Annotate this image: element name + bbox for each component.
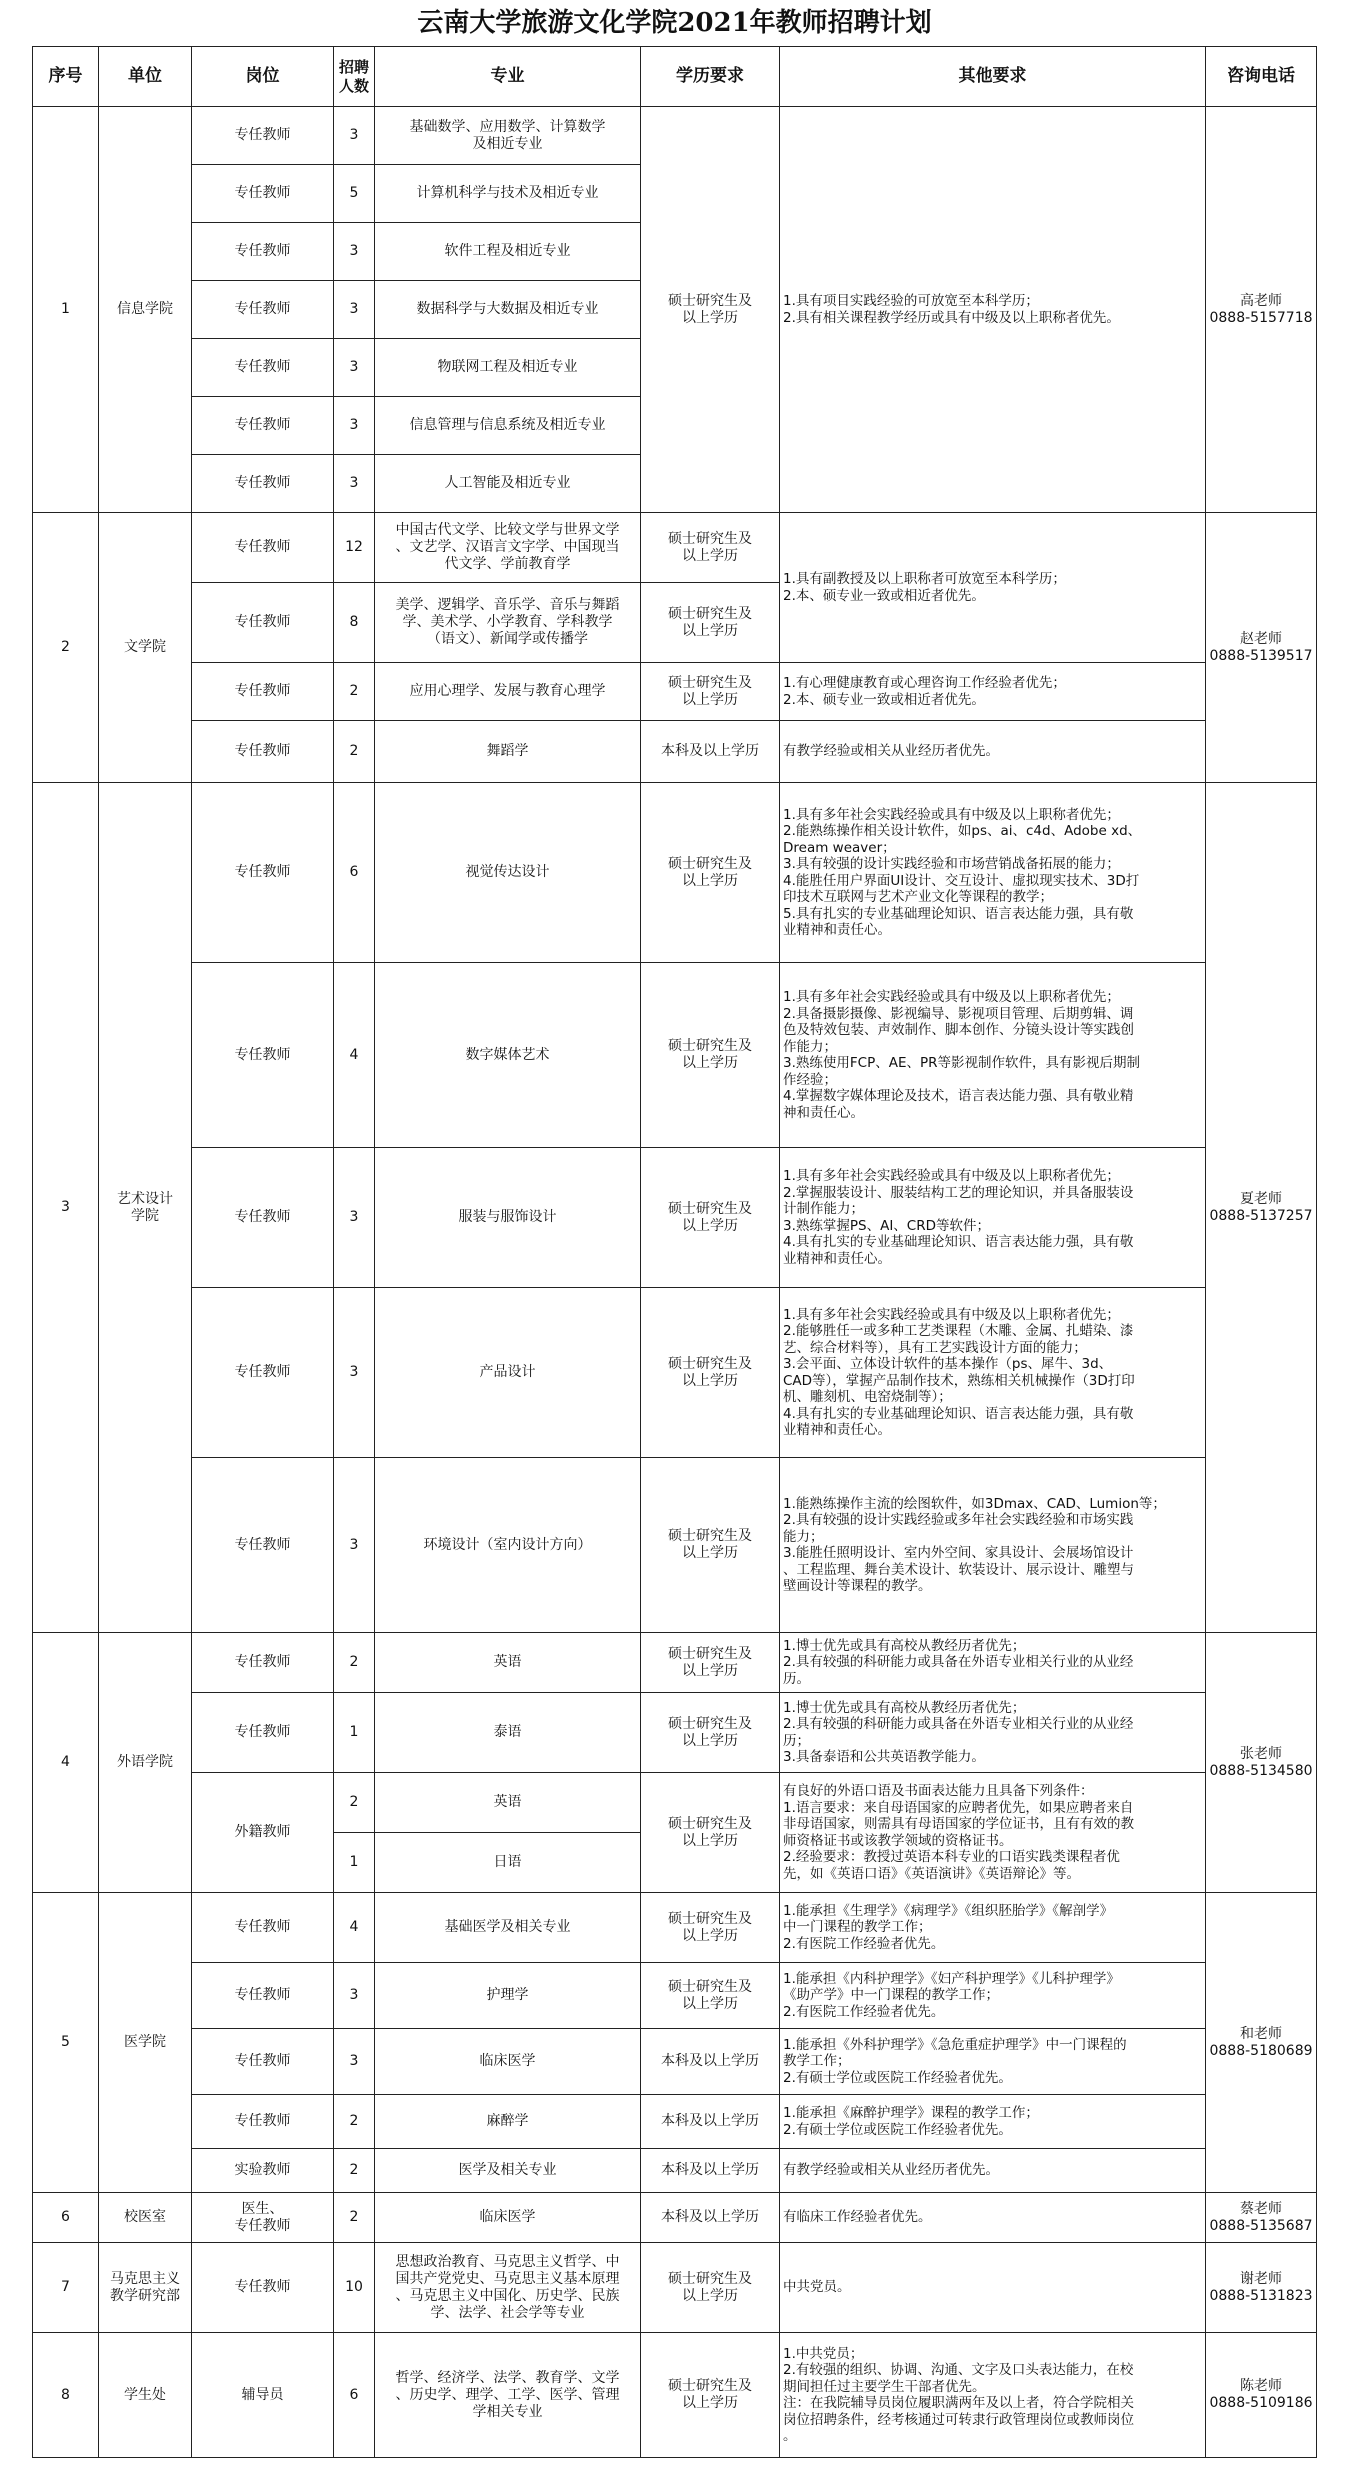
cell-unit: 信息学院 [99,107,192,513]
cell-education: 硕士研究生及 以上学历 [641,1633,780,1693]
header-post: 岗位 [192,47,334,107]
cell-post: 专任教师 [192,397,334,455]
cell-post: 专任教师 [192,455,334,513]
cell-post: 专任教师 [192,513,334,583]
cell-no: 6 [33,2193,99,2243]
cell-count: 6 [334,2333,375,2458]
cell-no: 2 [33,513,99,783]
cell-education: 硕士研究生及 以上学历 [641,783,780,963]
cell-education: 硕士研究生及 以上学历 [641,1458,780,1633]
cell-count: 3 [334,1148,375,1288]
cell-major: 哲学、经济学、法学、教育学、文学 、历史学、理学、工学、医学、管理 学相关专业 [375,2333,641,2458]
cell-education: 硕士研究生及 以上学历 [641,663,780,721]
cell-post: 专任教师 [192,1633,334,1693]
cell-count: 3 [334,223,375,281]
cell-contact: 夏老师 0888-5137257 [1206,783,1317,1633]
cell-no: 7 [33,2243,99,2333]
cell-count: 6 [334,783,375,963]
table-row [33,107,1317,165]
cell-count: 4 [334,963,375,1148]
cell-major: 麻醉学 [375,2095,641,2149]
cell-count: 2 [334,1633,375,1693]
cell-major: 基础医学及相关专业 [375,1893,641,1963]
cell-unit: 文学院 [99,513,192,783]
cell-count: 4 [334,1893,375,1963]
cell-post: 专任教师 [192,1893,334,1963]
cell-post: 专任教师 [192,783,334,963]
cell-unit: 马克思主义 教学研究部 [99,2243,192,2333]
cell-post: 实验教师 [192,2149,334,2193]
cell-other-requirements: 1.具有多年社会实践经验或具有中级及以上职称者优先； 2.掌握服装设计、服装结构工艺的理论知识，并具备服装设 计制作能力； 3.熟练掌握PS、AI、CRD等软件； 4.具有扎实的专业基础理论知识、语言表达能力强，具有敬 业精神和责任心。 [780,1148,1206,1288]
header-unit: 单位 [99,47,192,107]
cell-contact: 蔡老师 0888-5135687 [1206,2193,1317,2243]
cell-other-requirements: 1.能承担《外科护理学》《急危重症护理学》中一门课程的 教学工作； 2.有硕士学位或医院工作经验者优先。 [780,2029,1206,2095]
cell-other-requirements: 1.博士优先或具有高校从教经历者优先； 2.具有较强的科研能力或具备在外语专业相关行业的从业经 历。 [780,1633,1206,1693]
cell-education: 硕士研究生及 以上学历 [641,107,780,513]
cell-post: 专任教师 [192,2095,334,2149]
cell-no: 1 [33,107,99,513]
cell-other-requirements: 1.具有副教授及以上职称者可放宽至本科学历； 2.本、硕专业一致或相近者优先。 [780,513,1206,663]
cell-post: 专任教师 [192,1148,334,1288]
cell-other-requirements: 1.中共党员； 2.有较强的组织、协调、沟通、文字及口头表达能力，在校 期间担任过主要学生干部者优先。 注：在我院辅导员岗位履职满两年及以上者，符合学院相关 岗位招聘条件，经考核通过可转隶行政管理岗位或教师岗位 。 [780,2333,1206,2458]
cell-no: 5 [33,1893,99,2193]
table-row [33,2095,1317,2149]
cell-post: 专任教师 [192,1963,334,2029]
cell-count: 10 [334,2243,375,2333]
cell-other-requirements: 1.具有多年社会实践经验或具有中级及以上职称者优先； 2.能熟练操作相关设计软件，如ps、ai、c4d、Adobe xd、 Dream weaver； 3.具有较强的设计实践经验和市场营销战备拓展的能力； 4.能胜任用户界面UI设计、交互设计、虚拟现实技术、3D打 印技术互联网与艺术产业文化等课程的教学； 5.具有扎实的专业基础理论知识、语言表达能力强，具有敬 业精神和责任心。 [780,783,1206,963]
cell-other-requirements: 1.博士优先或具有高校从教经历者优先； 2.具有较强的科研能力或具备在外语专业相关行业的从业经 历； 3.具备泰语和公共英语教学能力。 [780,1693,1206,1773]
cell-contact: 张老师 0888-5134580 [1206,1633,1317,1893]
cell-count: 8 [334,583,375,663]
cell-major: 计算机科学与技术及相近专业 [375,165,641,223]
cell-education: 本科及以上学历 [641,721,780,783]
cell-other-requirements: 中共党员。 [780,2243,1206,2333]
table-row [33,2193,1317,2243]
cell-count: 2 [334,2193,375,2243]
table-row [33,663,1317,721]
cell-contact: 谢老师 0888-5131823 [1206,2243,1317,2333]
cell-post: 外籍教师 [192,1773,334,1893]
table-row [33,2029,1317,2095]
cell-contact: 高老师 0888-5157718 [1206,107,1317,513]
table-row [33,1963,1317,2029]
cell-post: 专任教师 [192,583,334,663]
cell-education: 硕士研究生及 以上学历 [641,2243,780,2333]
cell-other-requirements: 有良好的外语口语及书面表达能力且具备下列条件： 1.语言要求：来自母语国家的应聘者优先，如果应聘者来自 非母语国家，则需具有母语国家的学位证书，且有有效的教 师资格证书或该教学领域的资格证书。 2.经验要求：教授过英语本科专业的口语实践类课程者优 先，如《英语口语》《英语演讲》《英语辩论》等。 [780,1773,1206,1893]
cell-count: 2 [334,2095,375,2149]
table-row [33,1773,1317,1833]
cell-major: 英语 [375,1633,641,1693]
cell-unit: 医学院 [99,1893,192,2193]
cell-post: 专任教师 [192,223,334,281]
cell-major: 思想政治教育、马克思主义哲学、中 国共产党党史、马克思主义基本原理 、马克思主义中国化、历史学、民族 学、法学、社会学等专业 [375,2243,641,2333]
cell-education: 硕士研究生及 以上学历 [641,1288,780,1458]
cell-other-requirements: 有教学经验或相关从业经历者优先。 [780,721,1206,783]
cell-major: 服装与服饰设计 [375,1148,641,1288]
header-education: 学历要求 [641,47,780,107]
cell-education: 硕士研究生及 以上学历 [641,2333,780,2458]
cell-count: 3 [334,1458,375,1633]
cell-major: 软件工程及相近专业 [375,223,641,281]
cell-other-requirements: 1.能承担《生理学》《病理学》《组织胚胎学》《解剖学》 中一门课程的教学工作； 2.有医院工作经验者优先。 [780,1893,1206,1963]
cell-count: 1 [334,1833,375,1893]
cell-major: 信息管理与信息系统及相近专业 [375,397,641,455]
cell-other-requirements: 1.能承担《麻醉护理学》课程的教学工作； 2.有硕士学位或医院工作经验者优先。 [780,2095,1206,2149]
cell-major: 临床医学 [375,2193,641,2243]
cell-count: 3 [334,2029,375,2095]
cell-post: 专任教师 [192,663,334,721]
header-count: 招聘 人数 [334,47,375,107]
cell-no: 3 [33,783,99,1633]
cell-unit: 艺术设计 学院 [99,783,192,1633]
cell-post: 辅导员 [192,2333,334,2458]
cell-major: 医学及相关专业 [375,2149,641,2193]
table-row [33,513,1317,583]
cell-other-requirements: 1.有心理健康教育或心理咨询工作经验者优先； 2.本、硕专业一致或相近者优先。 [780,663,1206,721]
table-row [33,2333,1317,2458]
table-row [33,963,1317,1148]
table-row [33,1693,1317,1773]
header-major: 专业 [375,47,641,107]
cell-major: 人工智能及相近专业 [375,455,641,513]
cell-other-requirements: 1.具有项目实践经验的可放宽至本科学历； 2.具有相关课程教学经历或具有中级及以上职称者优先。 [780,107,1206,513]
cell-post: 专任教师 [192,1458,334,1633]
cell-post: 专任教师 [192,1288,334,1458]
page-title: 云南大学旅游文化学院2021年教师招聘计划 [417,8,932,38]
cell-other-requirements: 1.能熟练操作主流的绘图软件，如3Dmax、CAD、Lumion等； 2.具有较强的设计实践经验或多年社会实践经验和市场实践 能力； 3.能胜任照明设计、室内外空间、家具设计、会展场馆设计 、工程监理、舞台美术设计、软装设计、展示设计、雕塑与 壁画设计等课程的教学。 [780,1458,1206,1633]
cell-count: 2 [334,721,375,783]
cell-education: 硕士研究生及 以上学历 [641,583,780,663]
table-row [33,783,1317,963]
cell-contact: 陈老师 0888-5109186 [1206,2333,1317,2458]
cell-count: 3 [334,107,375,165]
cell-major: 中国古代文学、比较文学与世界文学 、文艺学、汉语言文字学、中国现当 代文学、学前教育学 [375,513,641,583]
cell-post: 专任教师 [192,281,334,339]
cell-major: 基础数学、应用数学、计算数学 及相近专业 [375,107,641,165]
cell-education: 本科及以上学历 [641,2095,780,2149]
cell-count: 5 [334,165,375,223]
cell-count: 12 [334,513,375,583]
cell-education: 本科及以上学历 [641,2029,780,2095]
cell-education: 硕士研究生及 以上学历 [641,513,780,583]
cell-major: 物联网工程及相近专业 [375,339,641,397]
cell-other-requirements: 有教学经验或相关从业经历者优先。 [780,2149,1206,2193]
cell-post: 专任教师 [192,1693,334,1773]
cell-education: 硕士研究生及 以上学历 [641,1773,780,1893]
table-row [33,1893,1317,1963]
cell-major: 英语 [375,1773,641,1833]
cell-count: 3 [334,397,375,455]
header-no: 序号 [33,47,99,107]
table-row [33,1148,1317,1288]
header-other-requirements: 其他要求 [780,47,1206,107]
cell-major: 美学、逻辑学、音乐学、音乐与舞蹈 学、美术学、小学教育、学科教学 （语文）、新闻学或传播学 [375,583,641,663]
cell-post: 专任教师 [192,2029,334,2095]
cell-major: 应用心理学、发展与教育心理学 [375,663,641,721]
cell-education: 硕士研究生及 以上学历 [641,963,780,1148]
cell-unit: 校医室 [99,2193,192,2243]
cell-education: 本科及以上学历 [641,2193,780,2243]
table-row [33,1633,1317,1693]
cell-major: 临床医学 [375,2029,641,2095]
cell-education: 硕士研究生及 以上学历 [641,1893,780,1963]
cell-count: 3 [334,1963,375,2029]
cell-education: 硕士研究生及 以上学历 [641,1148,780,1288]
cell-count: 1 [334,1693,375,1773]
cell-education: 硕士研究生及 以上学历 [641,1693,780,1773]
table-row [33,1458,1317,1633]
table-row [33,721,1317,783]
cell-contact: 和老师 0888-5180689 [1206,1893,1317,2193]
header-row [33,47,1317,107]
cell-major: 日语 [375,1833,641,1893]
cell-major: 泰语 [375,1693,641,1773]
table-row [33,1288,1317,1458]
cell-contact: 赵老师 0888-5139517 [1206,513,1317,783]
cell-post: 专任教师 [192,107,334,165]
recruitment-table [32,46,1317,2458]
cell-major: 护理学 [375,1963,641,2029]
cell-major: 舞蹈学 [375,721,641,783]
cell-count: 2 [334,2149,375,2193]
cell-count: 2 [334,1773,375,1833]
cell-unit: 学生处 [99,2333,192,2458]
cell-post: 专任教师 [192,165,334,223]
cell-no: 8 [33,2333,99,2458]
cell-education: 本科及以上学历 [641,2149,780,2193]
cell-major: 数字媒体艺术 [375,963,641,1148]
cell-post: 专任教师 [192,339,334,397]
cell-major: 视觉传达设计 [375,783,641,963]
cell-post: 专任教师 [192,721,334,783]
cell-major: 产品设计 [375,1288,641,1458]
cell-no: 4 [33,1633,99,1893]
cell-other-requirements: 有临床工作经验者优先。 [780,2193,1206,2243]
cell-post: 专任教师 [192,2243,334,2333]
cell-education: 硕士研究生及 以上学历 [641,1963,780,2029]
cell-count: 3 [334,281,375,339]
cell-other-requirements: 1.能承担《内科护理学》《妇产科护理学》《儿科护理学》 《助产学》中一门课程的教学工作； 2.有医院工作经验者优先。 [780,1963,1206,2029]
cell-unit: 外语学院 [99,1633,192,1893]
cell-post: 医生、 专任教师 [192,2193,334,2243]
table-row [33,2243,1317,2333]
cell-major: 环境设计（室内设计方向） [375,1458,641,1633]
cell-other-requirements: 1.具有多年社会实践经验或具有中级及以上职称者优先； 2.能够胜任一或多种工艺类课程（木雕、金属、扎蜡染、漆 艺、综合材料等），具有工艺实践设计方面的能力； 3.会平面、立体设计软件的基本操作（ps、犀牛、3d、 CAD等），掌握产品制作技术，熟练相关机械操作（3D打印 机、雕刻机、电窑烧制等）； 4.具有扎实的专业基础理论知识、语言表达能力强，具有敬 业精神和责任心。 [780,1288,1206,1458]
cell-major: 数据科学与大数据及相近专业 [375,281,641,339]
cell-count: 3 [334,339,375,397]
cell-count: 3 [334,1288,375,1458]
cell-count: 3 [334,455,375,513]
cell-post: 专任教师 [192,963,334,1148]
header-contact: 咨询电话 [1206,47,1317,107]
cell-count: 2 [334,663,375,721]
table-body [33,107,1317,2458]
table-row [33,2149,1317,2193]
cell-other-requirements: 1.具有多年社会实践经验或具有中级及以上职称者优先； 2.具备摄影摄像、影视编导、影视项目管理、后期剪辑、调 色及特效包装、声效制作、脚本创作、分镜头设计等实践创 作能力； 3.熟练使用FCP、AE、PR等影视制作软件，具有影视后期制 作经验； 4.掌握数字媒体理论及技术，语言表达能力强、具有敬业精 神和责任心。 [780,963,1206,1148]
